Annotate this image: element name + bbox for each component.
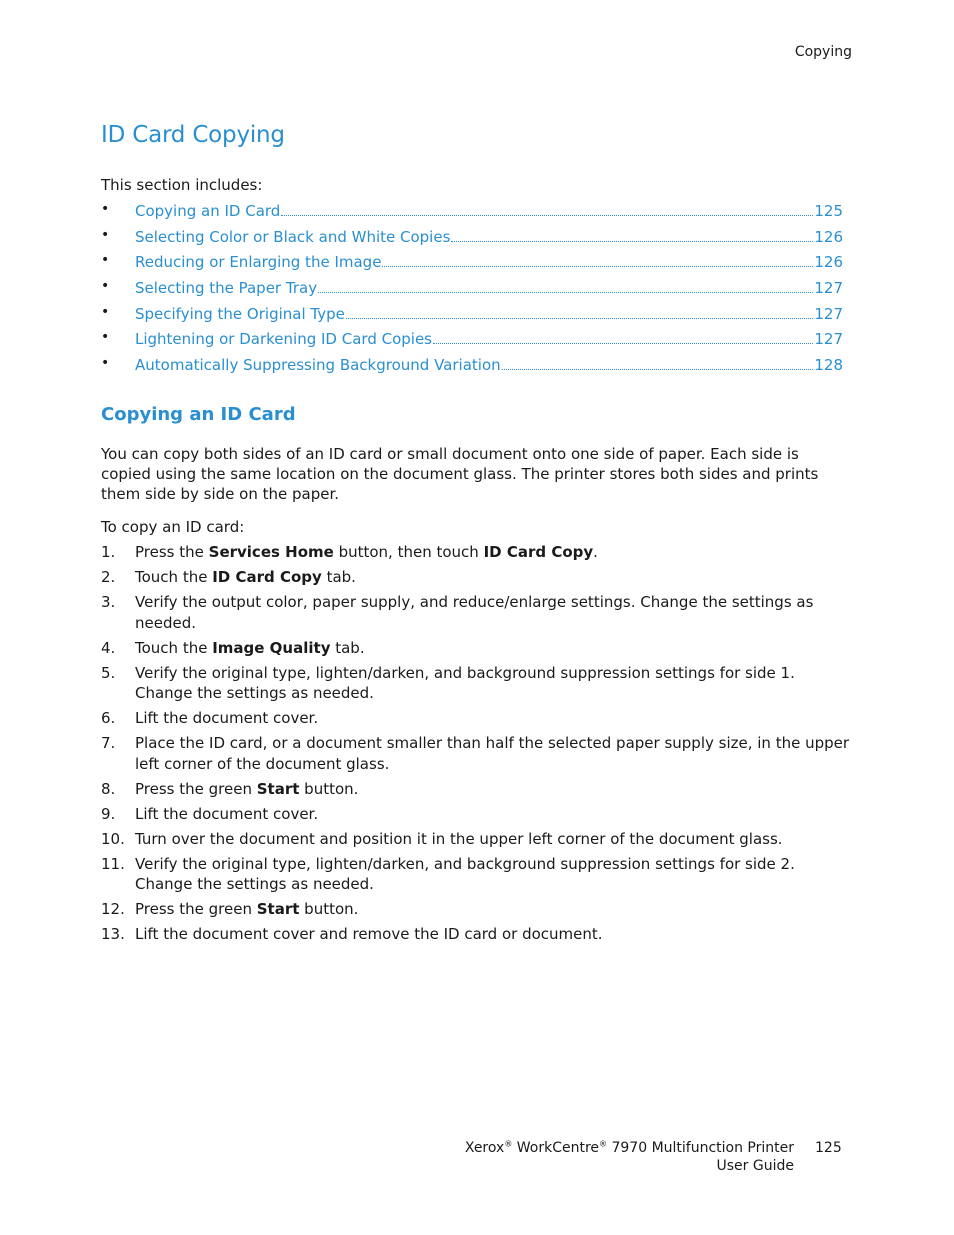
- footer: [465, 1140, 794, 1175]
- step-number: 2.: [101, 568, 116, 586]
- bullet-icon: •: [101, 252, 110, 269]
- toc-link-label: Selecting the Paper Tray: [135, 279, 318, 298]
- step-text: Lift the document cover and remove the ID card or document.: [135, 925, 603, 943]
- page-title: ID Card Copying: [101, 122, 285, 148]
- toc-page-number: 127: [814, 330, 843, 349]
- page-number: 125: [815, 1140, 842, 1156]
- toc-page-number: 128: [814, 356, 843, 375]
- step-number: 12.: [101, 900, 125, 918]
- step-item: [101, 663, 853, 704]
- step-number: 8.: [101, 779, 116, 798]
- step-number: 11.: [101, 854, 125, 873]
- toc-link-label: Specifying the Original Type: [135, 304, 345, 323]
- toc-page-number: 126: [814, 227, 843, 246]
- step-emphasis: ID Card Copy: [212, 568, 322, 586]
- toc-link[interactable]: [135, 330, 843, 348]
- bullet-icon: •: [101, 303, 110, 320]
- step-item: [101, 899, 853, 920]
- step-emphasis: ID Card Copy: [483, 543, 594, 561]
- table-of-contents: [101, 202, 843, 382]
- toc-page-number: 127: [814, 304, 843, 323]
- step-text: Press the green: [135, 900, 257, 918]
- step-text: Touch the: [135, 568, 213, 586]
- step-item: [101, 638, 853, 659]
- step-text: Verify the original type, lighten/darken, and background suppression settings for side 2. Change the settings as needed.: [135, 854, 795, 893]
- toc-link-label: Reducing or Enlarging the Image: [135, 253, 382, 272]
- step-text: button, then touch: [333, 543, 484, 561]
- toc-link[interactable]: [135, 305, 843, 323]
- step-item: [101, 733, 853, 774]
- step-item: [101, 779, 853, 800]
- section-paragraph: You can copy both sides of an ID card or small document onto one side of paper. Each side is copied using the same location on the document glass. The printer stores both sides and prints them side by side on the paper.: [101, 445, 819, 503]
- bullet-icon: •: [101, 355, 110, 372]
- toc-link[interactable]: [135, 228, 843, 246]
- toc-item: [101, 253, 843, 279]
- toc-link[interactable]: [135, 253, 843, 271]
- toc-link-label: Selecting Color or Black and White Copies: [135, 227, 451, 246]
- step-text: Verify the original type, lighten/darken, and background suppression settings for side 1. Change the settings as needed.: [135, 663, 795, 702]
- dot-leader: [281, 214, 813, 216]
- step-number: 4.: [101, 638, 116, 657]
- toc-item: [101, 279, 843, 305]
- step-item: [101, 592, 853, 633]
- step-number: 7.: [101, 734, 116, 752]
- step-number: 9.: [101, 804, 116, 823]
- step-number: 3.: [101, 593, 116, 611]
- step-item: [101, 567, 853, 588]
- step-emphasis: Start: [256, 779, 300, 798]
- step-text: button.: [299, 900, 359, 918]
- toc-link-label: Lightening or Darkening ID Card Copies: [135, 330, 432, 349]
- step-number: 1.: [101, 543, 116, 561]
- step-text: tab.: [321, 568, 356, 586]
- step-number: 13.: [101, 925, 125, 943]
- toc-item: [101, 356, 843, 382]
- dot-leader: [502, 368, 814, 370]
- step-text: button.: [299, 779, 359, 798]
- toc-page-number: 126: [814, 253, 843, 272]
- toc-link[interactable]: [135, 356, 843, 374]
- running-header: Copying: [794, 44, 852, 60]
- step-item: [101, 542, 853, 563]
- toc-page-number: 127: [814, 279, 843, 298]
- step-text: Verify the output color, paper supply, and reduce/enlarge settings. Change the settings as needed.: [135, 593, 814, 632]
- toc-item: [101, 228, 843, 254]
- step-text: tab.: [330, 638, 365, 657]
- steps-lead: To copy an ID card:: [101, 518, 245, 536]
- dot-leader: [451, 240, 813, 242]
- step-text: Touch the: [135, 638, 213, 657]
- step-number: 5.: [101, 663, 116, 682]
- toc-intro: This section includes:: [101, 176, 263, 194]
- toc-link[interactable]: [135, 279, 843, 297]
- toc-item: [101, 202, 843, 228]
- step-text: Place the ID card, or a document smaller than half the selected paper supply size, in the upper left corner of the document glass.: [135, 734, 850, 773]
- step-emphasis: Start: [256, 900, 300, 918]
- procedure-steps: [101, 542, 853, 949]
- step-item: [101, 708, 853, 729]
- registered-mark: ®: [504, 1139, 513, 1149]
- step-emphasis: Services Home: [208, 543, 334, 561]
- step-text: .: [593, 543, 598, 561]
- registered-mark: ®: [599, 1139, 608, 1149]
- step-text: Press the: [135, 543, 209, 561]
- step-text: Lift the document cover.: [135, 709, 319, 727]
- footer-model: 7970 Multifunction Printer: [611, 1140, 794, 1156]
- toc-item: [101, 330, 843, 356]
- footer-product: WorkCentre: [516, 1140, 600, 1156]
- toc-link-label: Automatically Suppressing Background Variation: [135, 356, 501, 375]
- bullet-icon: •: [101, 226, 110, 243]
- step-text: Lift the document cover.: [135, 804, 319, 823]
- step-item: [101, 854, 853, 895]
- step-item: [101, 804, 853, 825]
- step-emphasis: Image Quality: [212, 638, 331, 657]
- bullet-icon: •: [101, 278, 110, 295]
- toc-page-number: 125: [814, 202, 843, 220]
- step-text: Turn over the document and position it in the upper left corner of the document glass.: [135, 829, 783, 848]
- dot-leader: [433, 342, 813, 344]
- step-number: 6.: [101, 709, 116, 727]
- step-number: 10.: [101, 829, 125, 848]
- footer-product-line: [465, 1140, 794, 1158]
- step-item: [101, 829, 853, 850]
- toc-link-label: Copying an ID Card: [135, 202, 281, 220]
- toc-item: [101, 305, 843, 331]
- dot-leader: [346, 317, 814, 319]
- step-text: Press the green: [135, 779, 257, 798]
- bullet-icon: •: [101, 329, 110, 346]
- footer-doc-title: User Guide: [716, 1157, 794, 1174]
- dot-leader: [382, 265, 813, 267]
- toc-link[interactable]: [135, 202, 843, 220]
- section-heading: Copying an ID Card: [101, 404, 296, 425]
- step-item: [101, 924, 853, 945]
- dot-leader: [318, 291, 813, 293]
- bullet-icon: •: [101, 201, 110, 217]
- footer-brand: Xerox: [464, 1140, 505, 1156]
